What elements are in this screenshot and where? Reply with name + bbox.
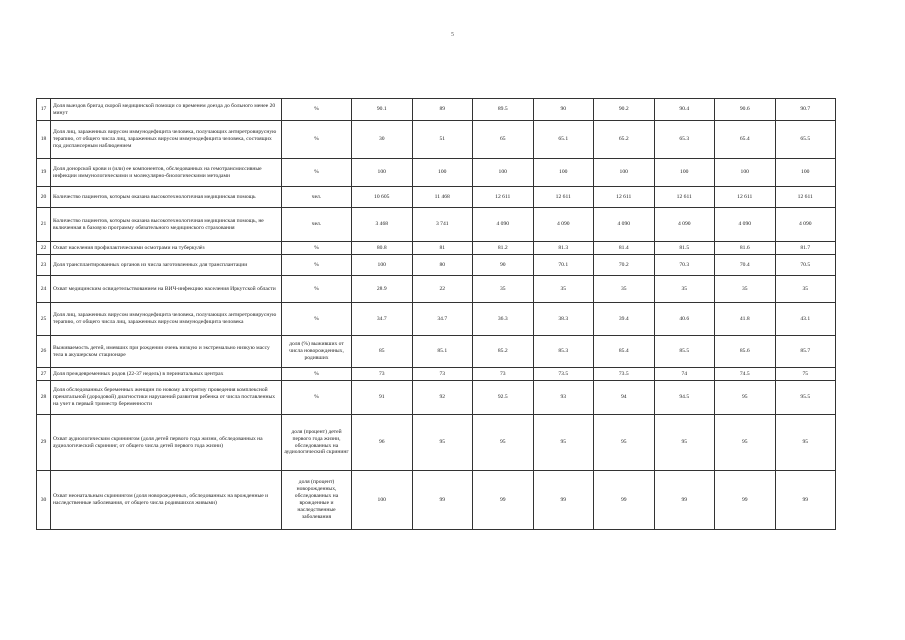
value-cell: 95 <box>715 415 776 471</box>
value-cell: 3 741 <box>412 208 473 242</box>
value-cell: 11 468 <box>412 187 473 208</box>
indicator-name: Количество пациентов, которым оказана высокотехнологичная медицинская помощь, не включенная в базовую программу обязательного медицинского страхования <box>51 208 282 242</box>
value-cell: 90.6 <box>715 99 776 121</box>
value-cell: 90.2 <box>594 99 655 121</box>
table-row <box>37 255 836 276</box>
value-cell: 4 090 <box>473 208 534 242</box>
value-cell: 65.1 <box>533 121 594 159</box>
value-cell: 70.1 <box>533 255 594 276</box>
value-cell: 95 <box>473 415 534 471</box>
value-cell: 81.3 <box>533 242 594 255</box>
value-cell: 35 <box>775 276 836 303</box>
unit-cell: % <box>282 381 352 415</box>
value-cell: 65.5 <box>775 121 836 159</box>
row-number: 19 <box>37 159 51 187</box>
unit-cell: доля (процент) новорожденных, обследованных на врожденные и наследственные заболевания <box>282 471 352 530</box>
row-number: 27 <box>37 368 51 381</box>
table-row <box>37 121 836 159</box>
indicator-name: Доля преждевременных родов (22-37 недель) в перинатальных центрах <box>51 368 282 381</box>
value-cell: 90.4 <box>654 99 715 121</box>
unit-cell: доля (%) выживших от числа новорожденных, родивших <box>282 336 352 368</box>
value-cell: 85 <box>352 336 413 368</box>
value-cell: 99 <box>412 471 473 530</box>
indicator-name: Охват населения профилактическими осмотрами на туберкулёз <box>51 242 282 255</box>
value-cell: 43.1 <box>775 303 836 336</box>
value-cell: 73.5 <box>594 368 655 381</box>
value-cell: 85.6 <box>715 336 776 368</box>
value-cell: 75 <box>775 368 836 381</box>
value-cell: 65 <box>473 121 534 159</box>
value-cell: 74 <box>654 368 715 381</box>
value-cell: 70.3 <box>654 255 715 276</box>
row-number: 18 <box>37 121 51 159</box>
indicator-name: Доля лиц, зараженных вирусом иммунодефицита человека, получающих антиретровирусную терапию, от общего числа лиц, зараженных вирусом иммунодефицита человека, состоящих под диспансерным наблюдением <box>51 121 282 159</box>
indicator-name: Охват неонатальным скринингом (доля новорожденных, обследованных на врожденные и наследственные заболевания, от общего числа родившихся живыми) <box>51 471 282 530</box>
table-row <box>37 99 836 121</box>
value-cell: 85.1 <box>412 336 473 368</box>
table-row <box>37 187 836 208</box>
value-cell: 100 <box>594 159 655 187</box>
indicator-name: Выживаемость детей, имевших при рождении очень низкую и экстремально низкую массу тела в акушерском стационаре <box>51 336 282 368</box>
value-cell: 100 <box>352 255 413 276</box>
value-cell: 95 <box>715 381 776 415</box>
value-cell: 30 <box>352 121 413 159</box>
value-cell: 99 <box>654 471 715 530</box>
value-cell: 94.5 <box>654 381 715 415</box>
value-cell: 35 <box>473 276 534 303</box>
indicator-name: Доля трансплантированных органов из числа заготовленных для трансплантации <box>51 255 282 276</box>
value-cell: 100 <box>775 159 836 187</box>
indicator-name: Количество пациентов, которым оказана высокотехнологичная медицинская помощь <box>51 187 282 208</box>
unit-cell: % <box>282 121 352 159</box>
value-cell: 80 <box>412 255 473 276</box>
value-cell: 85.2 <box>473 336 534 368</box>
value-cell: 36.3 <box>473 303 534 336</box>
value-cell: 73 <box>352 368 413 381</box>
unit-cell: % <box>282 303 352 336</box>
value-cell: 65.4 <box>715 121 776 159</box>
value-cell: 100 <box>533 159 594 187</box>
value-cell: 95.5 <box>775 381 836 415</box>
value-cell: 90 <box>533 99 594 121</box>
row-number: 23 <box>37 255 51 276</box>
value-cell: 70.5 <box>775 255 836 276</box>
value-cell: 100 <box>473 159 534 187</box>
table-row <box>37 208 836 242</box>
value-cell: 81.7 <box>775 242 836 255</box>
value-cell: 100 <box>352 159 413 187</box>
row-number: 24 <box>37 276 51 303</box>
value-cell: 35 <box>715 276 776 303</box>
value-cell: 93 <box>533 381 594 415</box>
value-cell: 95 <box>594 415 655 471</box>
value-cell: 4 090 <box>594 208 655 242</box>
value-cell: 12 611 <box>654 187 715 208</box>
value-cell: 100 <box>715 159 776 187</box>
value-cell: 73 <box>473 368 534 381</box>
value-cell: 96 <box>352 415 413 471</box>
value-cell: 35 <box>654 276 715 303</box>
table-row <box>37 471 836 530</box>
value-cell: 73 <box>412 368 473 381</box>
value-cell: 74.5 <box>715 368 776 381</box>
value-cell: 90.7 <box>775 99 836 121</box>
row-number: 22 <box>37 242 51 255</box>
value-cell: 22 <box>412 276 473 303</box>
value-cell: 100 <box>654 159 715 187</box>
value-cell: 89.5 <box>473 99 534 121</box>
value-cell: 91 <box>352 381 413 415</box>
value-cell: 95 <box>533 415 594 471</box>
value-cell: 89 <box>412 99 473 121</box>
unit-cell: % <box>282 99 352 121</box>
value-cell: 90.1 <box>352 99 413 121</box>
value-cell: 38.3 <box>533 303 594 336</box>
value-cell: 80.8 <box>352 242 413 255</box>
row-number: 25 <box>37 303 51 336</box>
unit-cell: % <box>282 255 352 276</box>
value-cell: 100 <box>412 159 473 187</box>
row-number: 17 <box>37 99 51 121</box>
unit-cell: % <box>282 242 352 255</box>
value-cell: 40.6 <box>654 303 715 336</box>
value-cell: 81.5 <box>654 242 715 255</box>
value-cell: 39.4 <box>594 303 655 336</box>
value-cell: 99 <box>473 471 534 530</box>
unit-cell: % <box>282 276 352 303</box>
value-cell: 12 611 <box>533 187 594 208</box>
unit-cell: чел. <box>282 187 352 208</box>
value-cell: 85.7 <box>775 336 836 368</box>
value-cell: 81 <box>412 242 473 255</box>
table-row <box>37 276 836 303</box>
value-cell: 65.2 <box>594 121 655 159</box>
page-number: 5 <box>451 32 454 38</box>
row-number: 29 <box>37 415 51 471</box>
row-number: 20 <box>37 187 51 208</box>
value-cell: 73.5 <box>533 368 594 381</box>
table-row <box>37 415 836 471</box>
indicator-name: Доля донорской крови и (или) ее компонентов, обследованных на гемотрансмиссивные инфекции иммунологическими и молекулярно-биологическими методами <box>51 159 282 187</box>
value-cell: 10 605 <box>352 187 413 208</box>
value-cell: 12 611 <box>594 187 655 208</box>
row-number: 28 <box>37 381 51 415</box>
value-cell: 92 <box>412 381 473 415</box>
value-cell: 28.9 <box>352 276 413 303</box>
value-cell: 99 <box>715 471 776 530</box>
row-number: 30 <box>37 471 51 530</box>
unit-cell: чел. <box>282 208 352 242</box>
value-cell: 34.7 <box>352 303 413 336</box>
table-row <box>37 336 836 368</box>
indicator-name: Охват аудиологическим скринингом (доля детей первого года жизни, обследованных на аудиологический скрининг, от общего числа детей первого года жизни) <box>51 415 282 471</box>
value-cell: 35 <box>594 276 655 303</box>
unit-cell: % <box>282 159 352 187</box>
value-cell: 95 <box>775 415 836 471</box>
indicator-name: Доля обследованных беременных женщин по новому алгоритму проведения комплексной пренатальной (дородовой) диагностики нарушений развития ребенка от числа поставленных на учет в первый триместр беременности <box>51 381 282 415</box>
value-cell: 99 <box>594 471 655 530</box>
value-cell: 4 090 <box>533 208 594 242</box>
value-cell: 81.2 <box>473 242 534 255</box>
value-cell: 85.3 <box>533 336 594 368</box>
value-cell: 90 <box>473 255 534 276</box>
value-cell: 41.8 <box>715 303 776 336</box>
value-cell: 92.5 <box>473 381 534 415</box>
indicators-table <box>36 98 836 530</box>
indicator-name: Охват медицинским освидетельствованием на ВИЧ-инфекцию населения Иркутской области <box>51 276 282 303</box>
table-row <box>37 368 836 381</box>
row-number: 21 <box>37 208 51 242</box>
value-cell: 65.3 <box>654 121 715 159</box>
value-cell: 70.2 <box>594 255 655 276</box>
table-row <box>37 242 836 255</box>
value-cell: 12 611 <box>775 187 836 208</box>
value-cell: 4 090 <box>654 208 715 242</box>
table-row <box>37 159 836 187</box>
value-cell: 51 <box>412 121 473 159</box>
value-cell: 12 611 <box>473 187 534 208</box>
value-cell: 34.7 <box>412 303 473 336</box>
value-cell: 3 468 <box>352 208 413 242</box>
row-number: 26 <box>37 336 51 368</box>
value-cell: 4 090 <box>775 208 836 242</box>
value-cell: 70.4 <box>715 255 776 276</box>
indicator-name: Доля выездов бригад скорой медицинской помощи со временем доезда до больного менее 20 минут <box>51 99 282 121</box>
table-row <box>37 303 836 336</box>
value-cell: 95 <box>654 415 715 471</box>
unit-cell: % <box>282 368 352 381</box>
value-cell: 12 611 <box>715 187 776 208</box>
value-cell: 99 <box>533 471 594 530</box>
value-cell: 100 <box>352 471 413 530</box>
value-cell: 85.4 <box>594 336 655 368</box>
table-body <box>37 99 836 530</box>
value-cell: 85.5 <box>654 336 715 368</box>
value-cell: 4 090 <box>715 208 776 242</box>
value-cell: 99 <box>775 471 836 530</box>
value-cell: 94 <box>594 381 655 415</box>
value-cell: 95 <box>412 415 473 471</box>
value-cell: 81.4 <box>594 242 655 255</box>
indicator-name: Доля лиц, зараженных вирусом иммунодефицита человека, получающих антиретровирусную терапию, от общего числа лиц, зараженных вирусом иммунодефицита человека <box>51 303 282 336</box>
value-cell: 35 <box>533 276 594 303</box>
table-row <box>37 381 836 415</box>
unit-cell: доля (процент) детей первого года жизни, обследованных на аудиологический скрининг <box>282 415 352 471</box>
value-cell: 81.6 <box>715 242 776 255</box>
